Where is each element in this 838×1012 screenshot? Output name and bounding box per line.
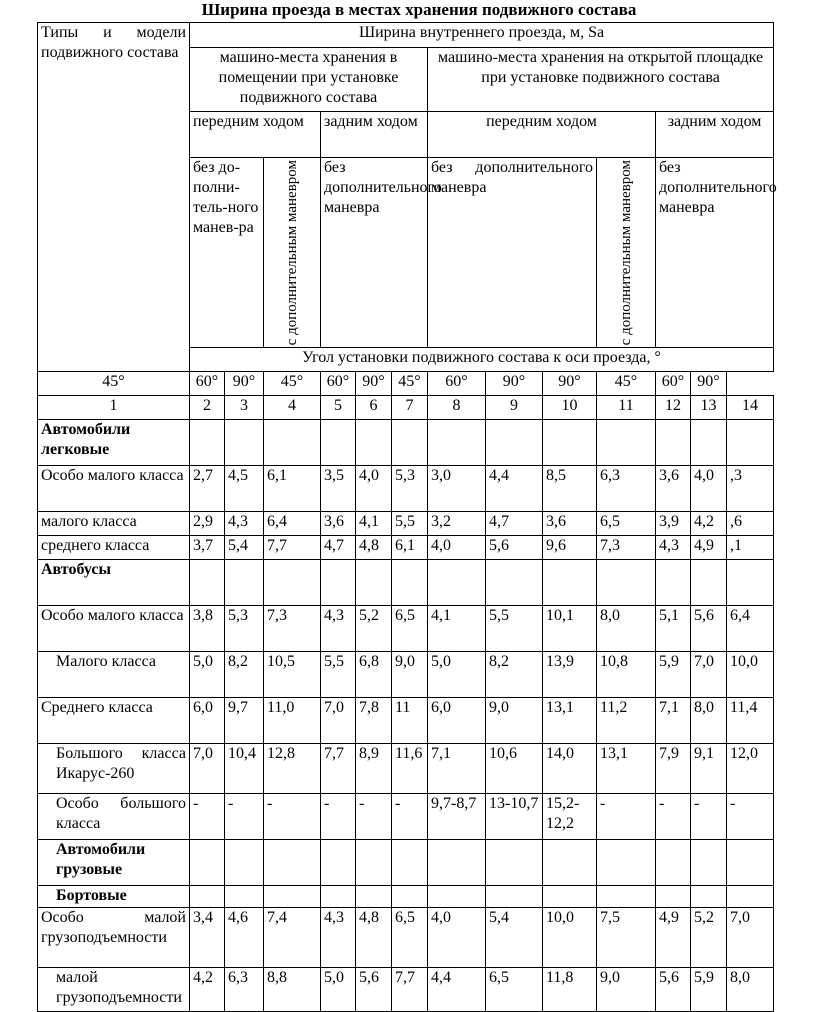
value-cell: 5,4 <box>486 908 543 968</box>
column-number-cell: 1 <box>38 396 190 420</box>
value-cell: 5,1 <box>656 606 691 652</box>
value-cell <box>656 886 691 908</box>
indoor-forward-header: передним ходом <box>190 112 321 158</box>
value-cell: 3,9 <box>656 512 691 536</box>
column-number-cell: 13 <box>691 396 727 420</box>
value-cell: 7,1 <box>428 744 486 794</box>
column-number-cell: 8 <box>428 396 486 420</box>
table-title: Ширина проезда в местах хранения подвижного состава <box>201 0 637 19</box>
value-cell: 10,0 <box>543 908 597 968</box>
angle-cell: 90° <box>543 372 597 396</box>
value-cell: 5,5 <box>321 652 356 698</box>
value-cell: 3,6 <box>656 466 691 512</box>
value-cell <box>190 560 225 606</box>
value-cell <box>691 840 727 886</box>
value-cell: 10,6 <box>486 744 543 794</box>
value-cell: 5,2 <box>691 908 727 968</box>
value-cell: 11,8 <box>543 968 597 1012</box>
vehicle-type-cell: Бортовые <box>38 886 190 908</box>
table-row <box>38 908 774 968</box>
value-cell: ,3 <box>727 466 774 512</box>
value-cell: - <box>656 794 691 840</box>
indoor-forward-with-maneuver <box>264 158 321 348</box>
column-number-cell: 9 <box>486 396 543 420</box>
table-row <box>38 968 774 1012</box>
value-cell: 6,0 <box>428 698 486 744</box>
value-cell: 7,4 <box>264 908 321 968</box>
value-cell <box>656 420 691 466</box>
value-cell: - <box>392 794 428 840</box>
value-cell: 7,8 <box>356 698 392 744</box>
value-cell: 12,0 <box>727 744 774 794</box>
outdoor-forward-with-maneuver <box>597 158 656 348</box>
value-cell: 6,5 <box>597 512 656 536</box>
value-cell <box>597 420 656 466</box>
value-cell: 5,3 <box>225 606 264 652</box>
angle-row <box>38 372 774 396</box>
table-row <box>38 466 774 512</box>
value-cell <box>543 560 597 606</box>
vehicle-type-cell: Автомобили легковые <box>38 420 190 466</box>
value-cell <box>597 886 656 908</box>
value-cell: 7,1 <box>656 698 691 744</box>
table-row <box>38 794 774 840</box>
value-cell: 13,9 <box>543 652 597 698</box>
vehicle-type-cell: Особо малой грузоподъемности <box>38 908 190 968</box>
value-cell: 5,6 <box>356 968 392 1012</box>
vehicle-type-cell: Большого класса Икарус-260 <box>38 744 190 794</box>
value-cell: 9,0 <box>597 968 656 1012</box>
value-cell: 3,8 <box>190 606 225 652</box>
vehicle-type-cell: Особо малого класса <box>38 606 190 652</box>
value-cell: 4,2 <box>190 968 225 1012</box>
table-row <box>38 536 774 560</box>
indoor-backward-header: задним ходом <box>321 112 428 158</box>
column-number-cell: 7 <box>392 396 428 420</box>
value-cell: 4,9 <box>656 908 691 968</box>
value-cell: 10,5 <box>264 652 321 698</box>
value-cell: 7,0 <box>321 698 356 744</box>
angle-cell: 90° <box>225 372 264 396</box>
value-cell: 7,7 <box>264 536 321 560</box>
value-cell: 8,2 <box>486 652 543 698</box>
table-row <box>38 512 774 536</box>
value-cell <box>190 840 225 886</box>
value-cell: 4,9 <box>691 536 727 560</box>
value-cell: 3,5 <box>321 466 356 512</box>
angle-cell: 60° <box>190 372 225 396</box>
angle-cell: 45° <box>392 372 428 396</box>
value-cell: 6,4 <box>264 512 321 536</box>
value-cell <box>428 886 486 908</box>
value-cell: 15,2-12,2 <box>543 794 597 840</box>
value-cell <box>656 840 691 886</box>
value-cell: 4,3 <box>321 606 356 652</box>
value-cell <box>356 840 392 886</box>
value-cell: 6,5 <box>486 968 543 1012</box>
value-cell: 5,3 <box>392 466 428 512</box>
table-row <box>38 744 774 794</box>
value-cell: 14,0 <box>543 744 597 794</box>
column-number-cell: 6 <box>356 396 392 420</box>
angle-cell: 90° <box>486 372 543 396</box>
vehicle-type-cell: Автомобили грузовые <box>38 840 190 886</box>
value-cell <box>264 840 321 886</box>
value-cell <box>356 886 392 908</box>
value-cell: 4,3 <box>656 536 691 560</box>
value-cell: 8,2 <box>225 652 264 698</box>
value-cell: 8,0 <box>727 968 774 1012</box>
value-cell: 4,6 <box>225 908 264 968</box>
table-row <box>38 652 774 698</box>
column-number-row <box>38 396 774 420</box>
value-cell: 7,9 <box>656 744 691 794</box>
value-cell: 4,8 <box>356 536 392 560</box>
value-cell: 8,9 <box>356 744 392 794</box>
value-cell: 9,7-8,7 <box>428 794 486 840</box>
value-cell: 13,1 <box>597 744 656 794</box>
value-cell: 3,2 <box>428 512 486 536</box>
value-cell: 7,3 <box>264 606 321 652</box>
value-cell <box>392 886 428 908</box>
outdoor-forward-header: передним ходом <box>428 112 656 158</box>
angle-header: Угол установки подвижного состава к оси проезда, ° <box>190 348 774 372</box>
value-cell <box>321 560 356 606</box>
value-cell: 11,4 <box>727 698 774 744</box>
value-cell <box>727 840 774 886</box>
table-row <box>38 840 774 886</box>
value-cell <box>691 560 727 606</box>
indoor-forward-no-maneuver: без до-полни-тель-ного манев-ра <box>190 158 264 348</box>
value-cell <box>597 840 656 886</box>
indoor-with-maneuver-text: с дополнительным маневром <box>283 160 300 346</box>
value-cell: 10,8 <box>597 652 656 698</box>
value-cell: 3,7 <box>190 536 225 560</box>
outdoor-backward-no-maneuver: без дополнительного маневра <box>656 158 774 348</box>
clearance-table <box>37 22 777 1012</box>
value-cell <box>428 560 486 606</box>
value-cell <box>264 560 321 606</box>
value-cell <box>727 560 774 606</box>
value-cell <box>321 886 356 908</box>
value-cell: 6,1 <box>392 536 428 560</box>
table-row <box>38 560 774 606</box>
value-cell: 6,3 <box>597 466 656 512</box>
value-cell <box>225 560 264 606</box>
value-cell: 7,0 <box>727 908 774 968</box>
value-cell: 4,3 <box>321 908 356 968</box>
value-cell: 4,1 <box>428 606 486 652</box>
indoor-backward-no-maneuver: без дополнительного маневра <box>321 158 428 348</box>
value-cell: 3,6 <box>321 512 356 536</box>
value-cell: 11 <box>392 698 428 744</box>
value-cell: 5,9 <box>656 652 691 698</box>
value-cell <box>486 560 543 606</box>
value-cell: 8,0 <box>597 606 656 652</box>
value-cell: 4,7 <box>321 536 356 560</box>
column-number-cell: 2 <box>190 396 225 420</box>
value-cell <box>392 560 428 606</box>
value-cell: 4,2 <box>691 512 727 536</box>
vehicle-type-cell: Малого класса <box>38 652 190 698</box>
value-cell: 5,6 <box>691 606 727 652</box>
value-cell: 4,1 <box>356 512 392 536</box>
value-cell <box>190 886 225 908</box>
value-cell <box>225 420 264 466</box>
table-row <box>38 420 774 466</box>
value-cell <box>356 560 392 606</box>
value-cell: 4,8 <box>356 908 392 968</box>
value-cell: 6,5 <box>392 908 428 968</box>
angle-cell: 60° <box>321 372 356 396</box>
value-cell <box>691 420 727 466</box>
value-cell: - <box>727 794 774 840</box>
value-cell: 13,1 <box>543 698 597 744</box>
angle-cell: 60° <box>656 372 691 396</box>
value-cell <box>727 886 774 908</box>
value-cell: - <box>691 794 727 840</box>
value-cell <box>656 560 691 606</box>
value-cell: ,6 <box>727 512 774 536</box>
value-cell: 8,5 <box>543 466 597 512</box>
value-cell: 4,7 <box>486 512 543 536</box>
angle-cell: 90° <box>691 372 727 396</box>
column-number-cell: 4 <box>264 396 321 420</box>
column-number-cell: 11 <box>597 396 656 420</box>
value-cell: - <box>264 794 321 840</box>
value-cell: 2,7 <box>190 466 225 512</box>
value-cell: - <box>225 794 264 840</box>
value-cell <box>264 420 321 466</box>
value-cell: 10,0 <box>727 652 774 698</box>
value-cell: 7,7 <box>392 968 428 1012</box>
value-cell: 4,0 <box>356 466 392 512</box>
value-cell: 5,6 <box>486 536 543 560</box>
value-cell: 3,4 <box>190 908 225 968</box>
value-cell: 6,1 <box>264 466 321 512</box>
value-cell: 11,0 <box>264 698 321 744</box>
vehicle-type-cell: Особо большого класса <box>38 794 190 840</box>
outdoor-storage-header: машино-места хранения на открытой площадке при установке подвижного состава <box>428 48 774 112</box>
value-cell: 5,6 <box>656 968 691 1012</box>
vehicle-type-cell: Особо малого класса <box>38 466 190 512</box>
width-header: Ширина внутреннего проезда, м, Sa <box>190 23 774 48</box>
value-cell: 5,2 <box>356 606 392 652</box>
value-cell: - <box>597 794 656 840</box>
value-cell: 5,4 <box>225 536 264 560</box>
value-cell: 9,1 <box>691 744 727 794</box>
value-cell <box>543 420 597 466</box>
value-cell: 7,0 <box>691 652 727 698</box>
value-cell <box>543 840 597 886</box>
column-number-cell: 5 <box>321 396 356 420</box>
angle-cell: 90° <box>356 372 392 396</box>
table-body <box>38 23 777 1012</box>
value-cell <box>392 840 428 886</box>
value-cell: 11,2 <box>597 698 656 744</box>
value-cell: 7,3 <box>597 536 656 560</box>
value-cell: 4,4 <box>486 466 543 512</box>
value-cell: 9,0 <box>392 652 428 698</box>
value-cell <box>392 420 428 466</box>
value-cell: 6,5 <box>392 606 428 652</box>
value-cell <box>428 840 486 886</box>
value-cell: 3,0 <box>428 466 486 512</box>
vehicle-type-header: Типы и модели подвижного состава <box>38 23 190 372</box>
value-cell <box>225 840 264 886</box>
vehicle-type-cell: малого класса <box>38 512 190 536</box>
value-cell <box>190 420 225 466</box>
vehicle-type-cell: Среднего класса <box>38 698 190 744</box>
header-row-1 <box>38 23 774 48</box>
value-cell <box>321 420 356 466</box>
indoor-storage-header: машино-места хранения в помещении при установке подвижного состава <box>190 48 428 112</box>
value-cell: 5,5 <box>392 512 428 536</box>
table-row <box>38 698 774 744</box>
angle-cell: 60° <box>428 372 486 396</box>
value-cell: 10,1 <box>543 606 597 652</box>
table-row <box>38 606 774 652</box>
outdoor-backward-header: задним ходом <box>656 112 774 158</box>
value-cell: - <box>356 794 392 840</box>
column-number-cell: 10 <box>543 396 597 420</box>
value-cell: - <box>190 794 225 840</box>
table-row <box>38 886 774 908</box>
angle-cell: 45° <box>597 372 656 396</box>
value-cell <box>321 840 356 886</box>
value-cell <box>691 886 727 908</box>
value-cell: 5,9 <box>691 968 727 1012</box>
value-cell <box>356 420 392 466</box>
value-cell: 13-10,7 <box>486 794 543 840</box>
value-cell: 6,4 <box>727 606 774 652</box>
vehicle-type-cell: среднего класса <box>38 536 190 560</box>
value-cell: 9,6 <box>543 536 597 560</box>
value-cell: 5,0 <box>190 652 225 698</box>
value-cell: 7,7 <box>321 744 356 794</box>
value-cell: 7,5 <box>597 908 656 968</box>
value-cell: 3,6 <box>543 512 597 536</box>
value-cell <box>486 420 543 466</box>
outdoor-forward-no-maneuver: без дополнительного маневра <box>428 158 597 348</box>
value-cell: 6,8 <box>356 652 392 698</box>
value-cell: 2,9 <box>190 512 225 536</box>
value-cell: 9,7 <box>225 698 264 744</box>
value-cell <box>486 886 543 908</box>
value-cell: 7,0 <box>190 744 225 794</box>
vehicle-type-cell: малой грузоподъемности <box>38 968 190 1012</box>
vehicle-type-cell: Автобусы <box>38 560 190 606</box>
value-cell: 4,5 <box>225 466 264 512</box>
value-cell: 5,0 <box>428 652 486 698</box>
value-cell <box>486 840 543 886</box>
value-cell: 8,0 <box>691 698 727 744</box>
column-number-cell: 14 <box>727 396 774 420</box>
value-cell <box>727 420 774 466</box>
angle-cell: 45° <box>264 372 321 396</box>
value-cell: 4,0 <box>691 466 727 512</box>
value-cell: 6,3 <box>225 968 264 1012</box>
value-cell: 9,0 <box>486 698 543 744</box>
value-cell: 5,0 <box>321 968 356 1012</box>
value-cell <box>225 886 264 908</box>
column-number-cell: 12 <box>656 396 691 420</box>
value-cell: 4,4 <box>428 968 486 1012</box>
value-cell <box>543 886 597 908</box>
value-cell: ,1 <box>727 536 774 560</box>
value-cell: 8,8 <box>264 968 321 1012</box>
value-cell: 5,5 <box>486 606 543 652</box>
value-cell: 11,6 <box>392 744 428 794</box>
value-cell: 4,0 <box>428 908 486 968</box>
column-number-cell: 3 <box>225 396 264 420</box>
angle-cell: 45° <box>38 372 190 396</box>
value-cell: 6,0 <box>190 698 225 744</box>
value-cell: - <box>321 794 356 840</box>
value-cell: 4,0 <box>428 536 486 560</box>
outdoor-with-maneuver-text: с дополнительным маневром <box>617 160 634 346</box>
value-cell: 10,4 <box>225 744 264 794</box>
value-cell <box>428 420 486 466</box>
value-cell: 12,8 <box>264 744 321 794</box>
value-cell <box>264 886 321 908</box>
value-cell: 4,3 <box>225 512 264 536</box>
value-cell <box>597 560 656 606</box>
